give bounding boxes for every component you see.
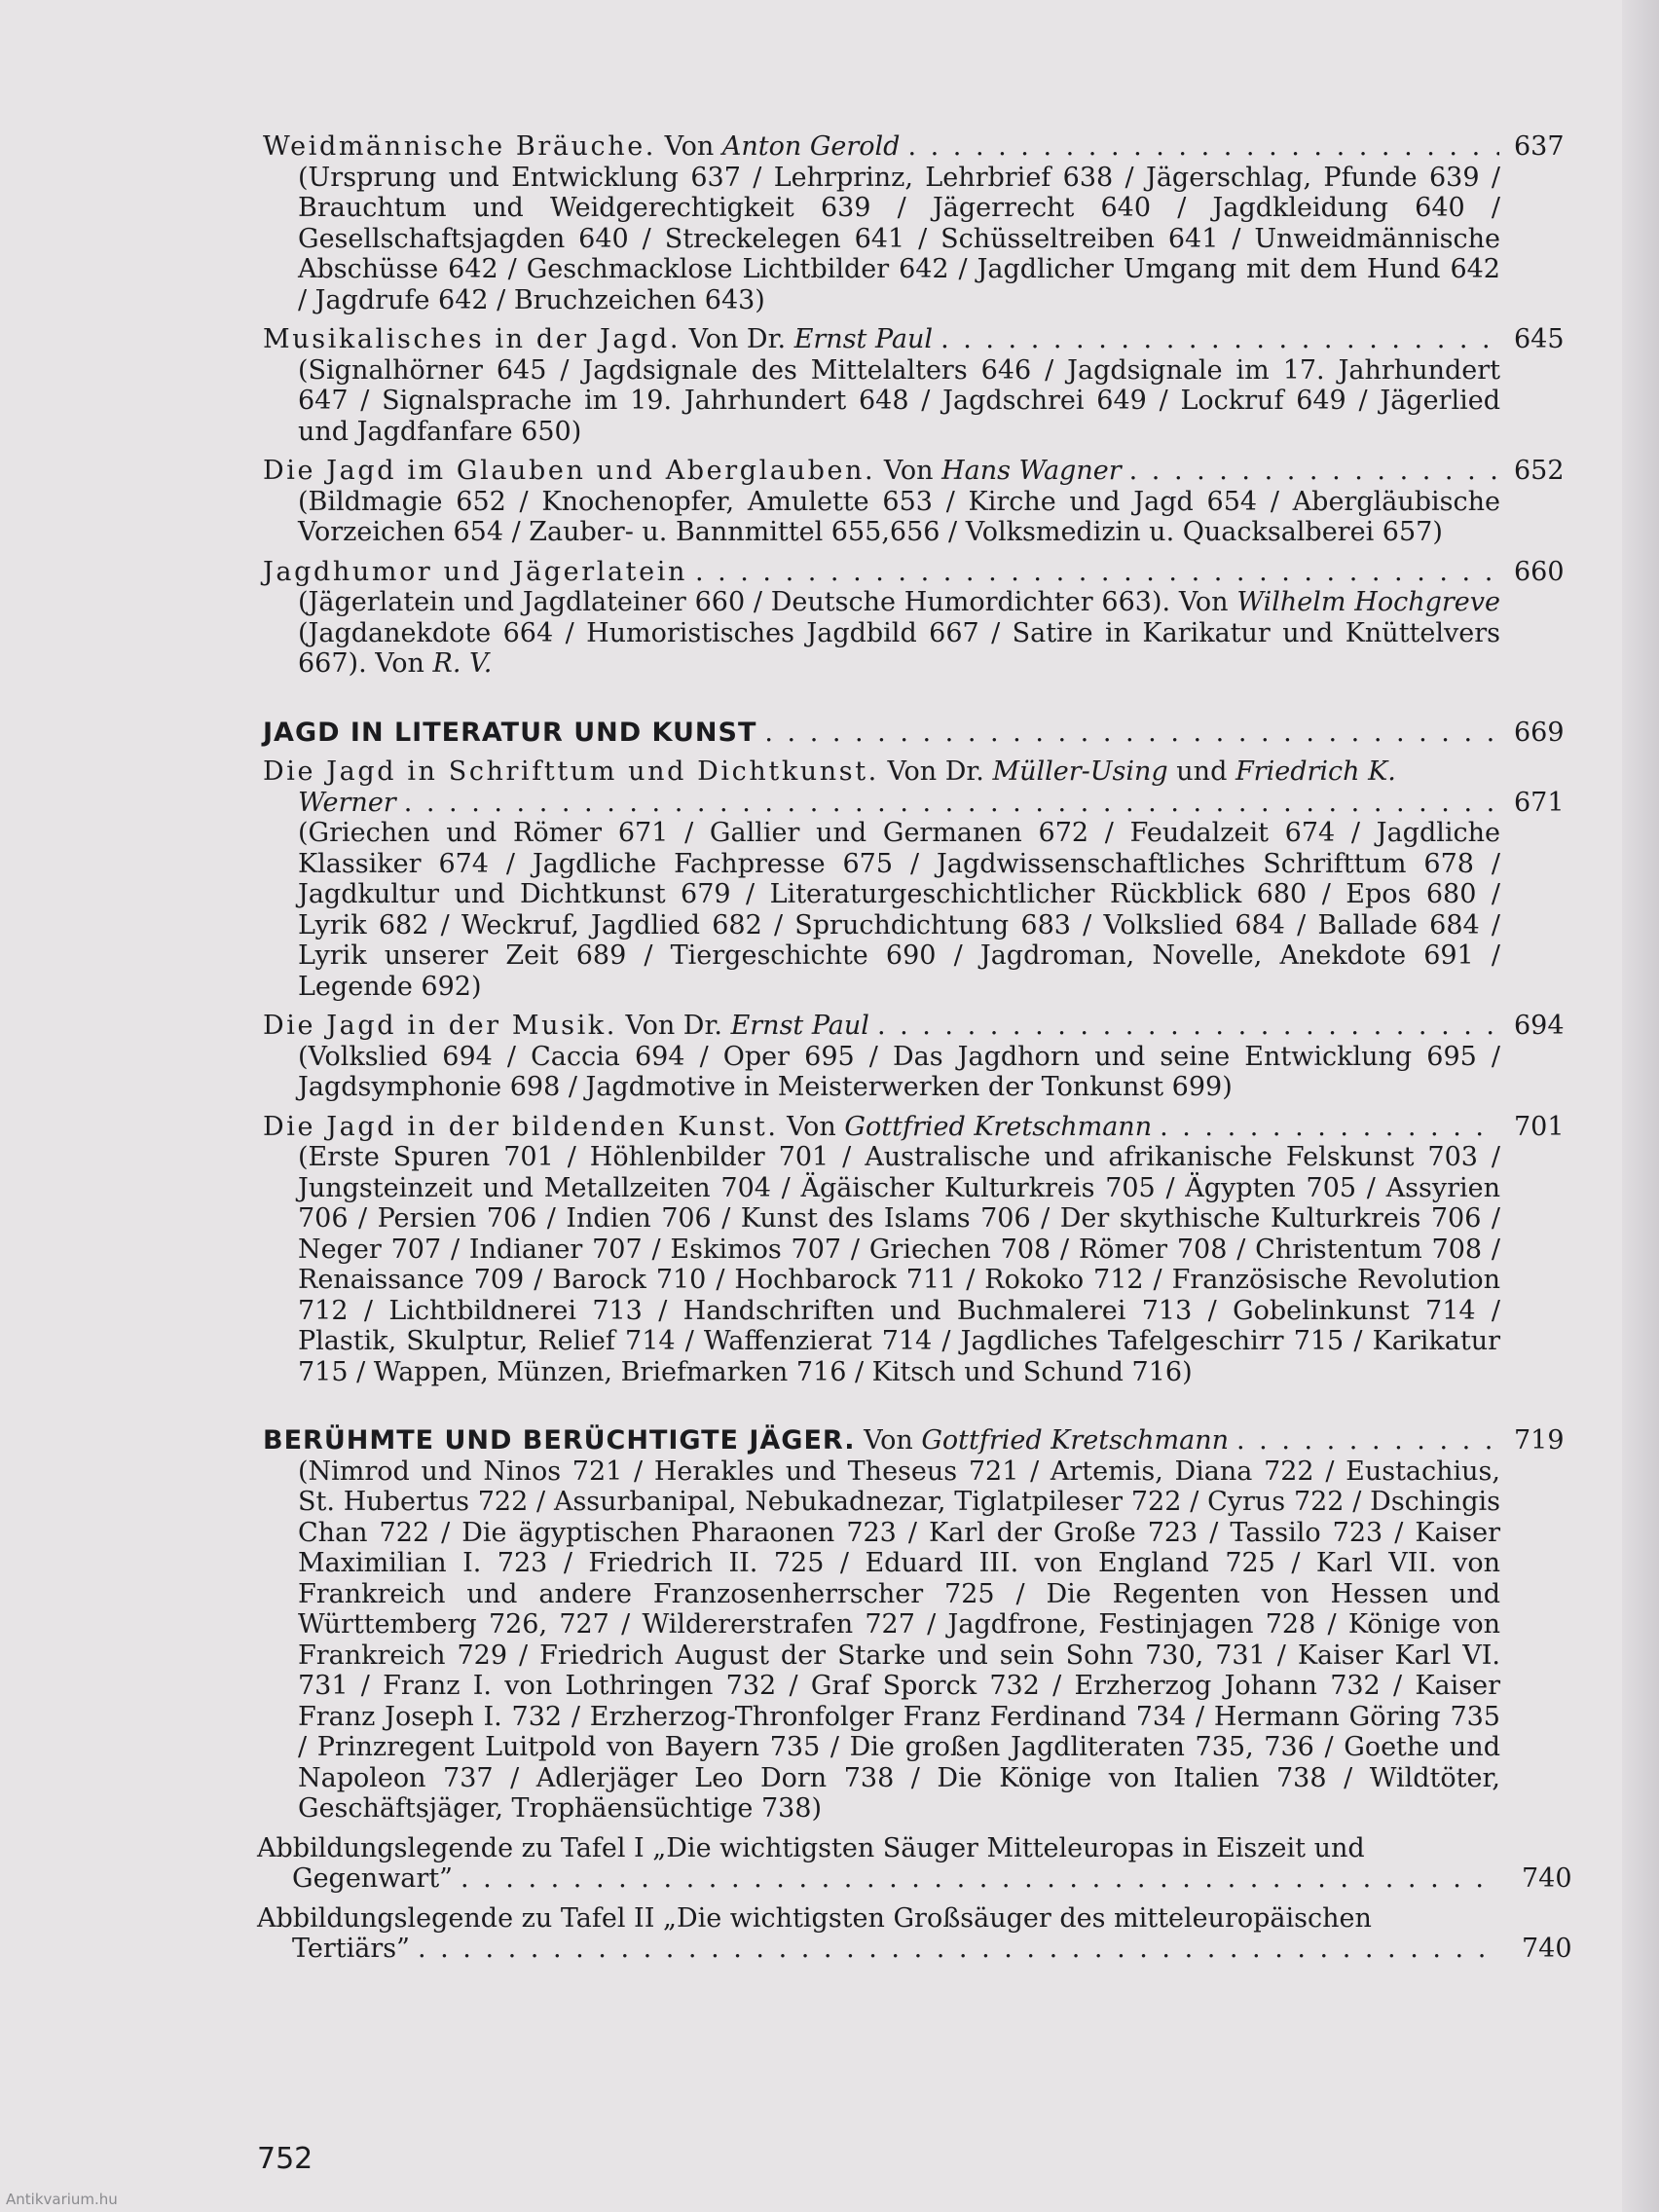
toc-entry [263, 1011, 1565, 1103]
toc-entry-by: Von Dr. [625, 1011, 722, 1041]
section-title: JAGD IN LITERATUR UND KUNST [263, 717, 757, 748]
section-heading [263, 717, 1565, 749]
toc-entry-headline [263, 1111, 1565, 1143]
toc-entry-detail: (Bildmagie 652 / Knochenopfer, Amulette 653 / Kirche und Jagd 654 / Abergläubische Vorzeichen 654 / Zauber- u. Bannmittel 655,656 / Volksmedizin u. Quacksalberei 657) [298, 486, 1500, 547]
toc-entry-title: Musikalisches in der Jagd. [263, 324, 682, 354]
leader-dots [695, 557, 1499, 588]
toc-entry-continuation [298, 788, 396, 819]
toc-entry-author: Ernst Paul [730, 1011, 869, 1041]
toc-entry-title-line [263, 131, 900, 163]
detail-text: (Jagdanekdote 664 / Humoristisches Jagdbild 667 / Satire in Karikatur und Knüttelvers 667). Von [298, 617, 1500, 679]
spacer [263, 1396, 1558, 1425]
section-page: 669 [1514, 717, 1565, 748]
section-title-line [263, 1425, 1229, 1456]
leader-dots [940, 324, 1499, 355]
toc-entry-author: Gottfried Kretschmann [844, 1111, 1153, 1142]
toc-entry-title-line [263, 1112, 1152, 1143]
toc-entry-title: Die Jagd in der Musik. [263, 1011, 617, 1041]
toc-entry-author: Friedrich K. [1235, 756, 1396, 787]
toc-entry-title-line [263, 324, 933, 355]
section-headline [263, 717, 1565, 749]
legend-headline [263, 1934, 1572, 1965]
toc-entry-page: 701 [1514, 1111, 1565, 1142]
spacer [263, 688, 1558, 718]
detail-text: (Jägerlatein und Jagdlateiner 660 / Deutsche Humordichter 663). Von [298, 587, 1229, 617]
legend-entry [257, 1902, 1572, 1965]
watermark: Antikvarium.hu [6, 2191, 118, 2208]
toc-entry-page: 652 [1514, 456, 1565, 486]
toc-entry-detail: (Volkslied 694 / Caccia 694 / Oper 695 / Das Jagdhorn und seine Entwicklung 695 / Jagdsymphonie 698 / Jagdmotive in Meisterwerken der Tonkunst 699) [298, 1041, 1500, 1102]
toc-entry-detail: (Ursprung und Entwicklung 637 / Lehrprinz, Lehrbrief 638 / Jägerschlag, Pfunde 639 / Brauchtum und Weidgerechtigkeit 639 / Jägerrecht 640 / Jagdkleidung 640 / Gesellschaftsjagden 640 / Streckelegen 641 / Schüsseltreiben 641 / Unweidmännische Abschüsse 642 / Geschmacklose Lichtbilder 642 / Jagdlicher Umgang mit dem Hund 642 / Jagdrufe 642 / Bruchzeichen 643) [298, 162, 1500, 315]
toc-entry-title-line [263, 756, 1558, 788]
leader-dots [418, 1934, 1499, 1965]
toc-entry-title-line [263, 1011, 869, 1042]
table-of-contents [257, 131, 1572, 1973]
toc-entry-by: Von [664, 131, 715, 162]
toc-entry-page: 645 [1514, 324, 1565, 354]
toc-entry-detail [298, 587, 1500, 680]
leader-dots [907, 131, 1499, 163]
section-heading [263, 1425, 1565, 1825]
legend-page: 740 [1522, 1863, 1572, 1894]
toc-entry-detail: (Erste Spuren 701 / Höhlenbilder 701 / Australische und afrikanische Felskunst 703 / Jungsteinzeit und Metallzeiten 704 / Ägäischer Kulturkreis 705 / Ägypten 705 / Assyrien 706 / Persien 706 / Indien 706 / Kunst des Islams 706 / Der skythische Kulturkreis 706 / Neger 707 / Indianer 707 / Eskimos 707 / Griechen 708 / Römer 708 / Christentum 708 / Renaissance 709 / Barock 710 / Hochbarock 711 / Rokoko 712 / Französische Revolution 712 / Lichtbildnerei 713 / Handschriften und Buchmalerei 713 / Gobelinkunst 714 / Plastik, Skulptur, Relief 714 / Waffenzierat 714 / Jagdliches Tafelgeschirr 715 / Karikatur 715 / Wappen, Münzen, Briefmarken 716 / Kitsch und Schund 716) [298, 1142, 1500, 1387]
toc-entry [263, 756, 1565, 1002]
toc-entry-headline [263, 556, 1565, 588]
toc-entry-detail: (Signalhörner 645 / Jagdsignale des Mittelalters 646 / Jagdsignale im 17. Jahrhundert 647 / Signalsprache im 19. Jahrhundert 648 / Jagdschrei 649 / Lockruf 649 / Jägerlied und Jagdfanfare 650) [298, 354, 1500, 447]
toc-entry-page: 660 [1514, 556, 1565, 587]
toc-entry-by: Von [883, 456, 934, 486]
legend-line: Abbildungslegende zu Tafel I „Die wichtigsten Säuger Mitteleuropas in Eiszeit und [257, 1832, 1365, 1863]
toc-entry-title: Die Jagd in Schrifttum und Dichtkunst. [263, 756, 879, 787]
toc-entry-page: 671 [1514, 787, 1565, 818]
toc-entry-author: Werner [298, 787, 396, 818]
toc-entry-author: Ernst Paul [793, 324, 934, 354]
toc-entry-headline [263, 1011, 1565, 1042]
legend-headline [263, 1863, 1572, 1895]
toc-entry-headline [263, 131, 1565, 163]
toc-entry-by: Von [787, 1111, 836, 1142]
toc-entry-detail: (Griechen und Römer 671 / Gallier und Germanen 672 / Feudalzeit 674 / Jagdliche Klassiker 674 / Jagdliche Fachpresse 675 / Jagdwissenschaftliches Schrifttum 678 / Jagdkultur und Dichtkunst 679 / Literaturgeschichtlicher Rückblick 680 / Epos 680 / Lyrik 682 / Weckruf, Jagdlied 682 / Spruchdichtung 683 / Volkslied 684 / Ballade 684 / Lyrik unserer Zeit 689 / Tiergeschichte 690 / Jagdroman, Novelle, Anekdote 691 / Legende 692) [298, 818, 1500, 1002]
section-page: 719 [1514, 1425, 1565, 1456]
toc-entry-title: Die Jagd im Glauben und Aberglauben. [263, 456, 876, 486]
leader-dots [404, 788, 1499, 819]
page-number: 752 [257, 2142, 313, 2176]
legend-continuation: Tertiärs” [292, 1934, 410, 1964]
toc-entry-by: Von Dr. [887, 756, 984, 787]
toc-entry-page: 637 [1514, 131, 1565, 162]
toc-entry-title: Jagdhumor und Jägerlatein [263, 556, 687, 587]
toc-entry-title-line [263, 456, 1122, 487]
toc-entry-by: Von Dr. [688, 324, 787, 354]
toc-entry [263, 456, 1565, 548]
leader-dots [1236, 1425, 1499, 1456]
toc-entry-author: Anton Gerold [721, 131, 901, 162]
leader-dots [1129, 456, 1499, 487]
section-detail: (Nimrod und Ninos 721 / Herakles und Theseus 721 / Artemis, Diana 722 / Eustachius, St. Hubertus 722 / Assurbanipal, Nebukadnezar, Tiglatpileser 722 / Cyrus 722 / Dschingis Chan 722 / Die ägyptischen Pharaonen 723 / Karl der Große 723 / Tassilo 723 / Kaiser Maximilian I. 723 / Friedrich II. 725 / Eduard III. von England 725 / Karl VII. von Frankreich und andere Franzosenherrscher 725 / Die Regenten von Hessen und Württemberg 726, 727 / Wildererstrafen 727 / Jagdfrone, Festinjagen 728 / Könige von Frankreich 729 / Friedrich August der Starke und sein Sohn 730, 731 / Kaiser Karl VI. 731 / Franz I. von Lothringen 732 / Graf Sporck 732 / Erzherzog Johann 732 / Kaiser Franz Joseph I. 732 / Erzherzog-Thronfolger Franz Ferdinand 734 / Hermann Göring 735 / Prinzregent Luitpold von Bayern 735 / Die großen Jagdliteraten 735, 736 / Goethe und Napoleon 737 / Adlerjäger Leo Dorn 738 / Die Könige von Italien 738 / Wildtöter, Geschäftsjäger, Trophäensüchtige 738) [298, 1456, 1500, 1824]
toc-entry-author: Müller-Using [992, 756, 1168, 787]
detail-author: R. V. [432, 648, 493, 679]
section-headline [263, 1425, 1565, 1456]
toc-entry-title: Die Jagd in der bildenden Kunst. [263, 1111, 779, 1142]
toc-entry [263, 131, 1565, 315]
leader-dots [461, 1863, 1499, 1895]
toc-entry-headline [263, 787, 1565, 819]
leader-dots [1160, 1112, 1499, 1143]
toc-entry-headline [263, 456, 1565, 487]
section-title: BERÜHMTE UND BERÜCHTIGTE JÄGER. [263, 1425, 856, 1456]
section-by: Von [864, 1425, 913, 1456]
section-author: Gottfried Kretschmann [921, 1425, 1229, 1456]
detail-author: Wilhelm Hochgreve [1236, 587, 1500, 617]
legend-page: 740 [1522, 1934, 1572, 1964]
legend-continuation: Gegenwart” [292, 1863, 453, 1894]
toc-entry-page: 694 [1514, 1011, 1565, 1041]
toc-entry-title: Weidmännische Bräuche. [263, 131, 656, 162]
toc-entry-headline [263, 324, 1565, 355]
leader-dots [877, 1011, 1499, 1042]
toc-entry [263, 324, 1565, 447]
toc-entry-title-line [263, 557, 687, 588]
legend-entry [257, 1832, 1572, 1895]
page-edge [1622, 0, 1659, 2212]
toc-entry [263, 1111, 1565, 1388]
leader-dots [764, 718, 1499, 749]
toc-entry-author: Hans Wagner [941, 456, 1122, 486]
legend-line: Abbildungslegende zu Tafel II „Die wichtigsten Großsäuger des mitteleuropäischen [257, 1902, 1372, 1934]
toc-entry-and: und [1176, 756, 1228, 787]
toc-entry [263, 556, 1565, 680]
